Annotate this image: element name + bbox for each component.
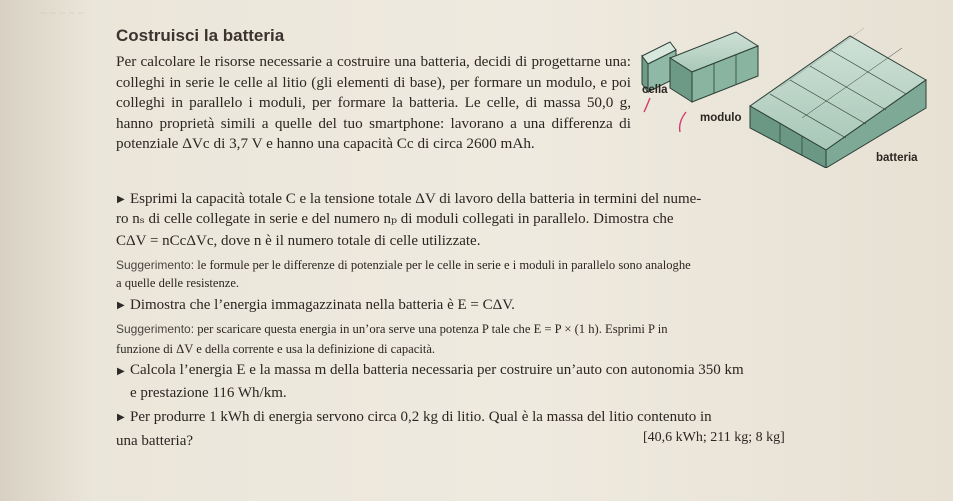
bullet-triangle-icon: ▶ bbox=[117, 366, 125, 377]
label-cella: cella bbox=[642, 84, 668, 96]
module-graphic bbox=[670, 32, 758, 102]
question-3-line-2: e prestazione 116 Wh/km. bbox=[130, 385, 287, 401]
question-1-line-3: CΔV = nCcΔVc, dove n è il numero totale di celle utilizzate. bbox=[116, 233, 481, 249]
question-3-line-1: Calcola l’energia E e la massa m della batteria necessaria per costruire un’auto con autonomia 350 km bbox=[130, 362, 744, 378]
label-modulo: modulo bbox=[700, 112, 742, 124]
hint-1-continuation: a quelle delle resistenze. bbox=[116, 276, 240, 290]
question-2: Dimostra che l’energia immagazzinata nella batteria è E = CΔV. bbox=[130, 297, 515, 313]
label-batteria: batteria bbox=[876, 152, 918, 164]
bullet-triangle-icon: ▶ bbox=[117, 300, 125, 311]
hint-2 bbox=[116, 320, 826, 338]
hint-1-label: Suggerimento: bbox=[116, 258, 195, 272]
battery-figure bbox=[630, 28, 930, 168]
question-1-line-1: Esprimi la capacità totale C e la tensione totale ΔV di lavoro della batteria in termini del nume- bbox=[130, 191, 702, 207]
battery-illustration bbox=[630, 28, 930, 168]
question-4-line-1: Per produrre 1 kWh di energia servono circa 0,2 kg di litio. Qual è la massa del litio contenuto in bbox=[130, 409, 712, 425]
hint-2-label: Suggerimento: bbox=[116, 322, 195, 336]
hint-2-continuation: funzione di ΔV e della corrente e usa la definizione di capacità. bbox=[116, 342, 436, 356]
answers: [40,6 kWh; 211 kg; 8 kg] bbox=[643, 430, 785, 445]
bleed-through-text: ~ ~ ~ ~ ~ bbox=[40, 6, 85, 20]
question-1-line-2: ro nₛ di celle collegate in serie e del numero nₚ di moduli collegati in parallelo. Dimostra che bbox=[116, 211, 674, 227]
battery-pack-graphic bbox=[750, 28, 926, 168]
question-4-line-2: una batteria? bbox=[116, 433, 194, 449]
hint-1-text-a: le formule per le differenze di potenziale per le celle in serie e i moduli in parallelo sono analoghe bbox=[197, 258, 691, 272]
intro-paragraph: Per calcolare le risorse necessarie a costruire una batteria, decidi di progettarne una: colleghi in serie le celle al litio (gli elementi di base), per formare un modulo, e poi colleghi in parallelo i moduli, per formare la batteria. Le celle, di massa 50,0 g, hanno proprietà simili a quelle del tuo smartphone: lavorano a una differenza di potenziale ΔVc di 3,7 V e hanno una capacità Cc di circa 2600 mAh. bbox=[116, 53, 631, 153]
hint-1 bbox=[116, 256, 826, 274]
bullet-triangle-icon: ▶ bbox=[117, 412, 125, 423]
section-title: Costruisci la batteria bbox=[116, 26, 285, 45]
bullet-triangle-icon: ▶ bbox=[117, 194, 125, 205]
hint-2-text-a: per scaricare questa energia in un’ora serve una potenza P tale che E = P × (1 h). Esprimi P in bbox=[197, 322, 668, 336]
